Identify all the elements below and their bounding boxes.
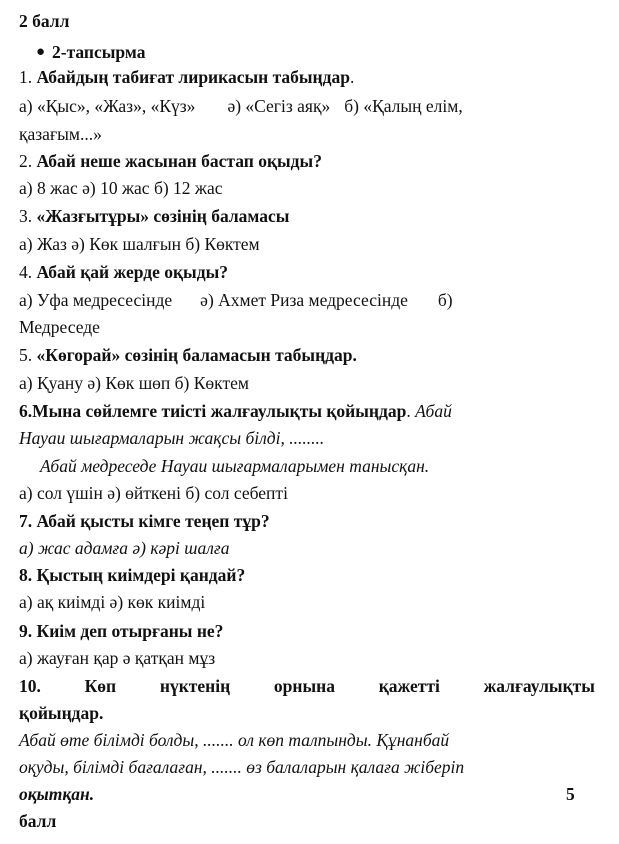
question-4-options: а) Уфа медресесінде ә) Ахмет Риза медресесінде б) <box>19 290 453 310</box>
question-4-options-cont: Медреседе <box>19 317 100 337</box>
question-7-options: а) жас адамға ә) кәрі шалға <box>19 538 230 558</box>
question-10-text-2: оқуды, білімді бағалаған, ....... өз балаларын қалаға жіберіп <box>19 757 465 777</box>
task-title: 2-тапсырма <box>52 42 146 62</box>
question-9-options: а) жауған қар ә қатқан мұз <box>19 648 216 668</box>
question-2-options: а) 8 жас ә) 10 жас б) 12 жас <box>19 178 223 198</box>
question-1-options-cont: қазағым...» <box>19 124 102 144</box>
question-10-cont: қойыңдар. <box>19 703 104 723</box>
question-5-options: а) Қуану ә) Көк шөп б) Көктем <box>19 373 249 393</box>
question-8-options: а) ақ киімді ә) көк киімді <box>19 592 206 612</box>
question-10-text-1: Абай өте білімді болды, ....... ол көп талпынды. Құнанбай <box>19 730 450 750</box>
question-9: 9. Киім деп отырғаны не? <box>19 621 224 641</box>
question-6-sentence-2: Абай медреседе Науаи шығармаларымен танысқан. <box>40 456 430 476</box>
question-3: 3. «Жазғытұры» сөзінің баламасы <box>19 206 290 226</box>
question-1: 1. Абайдың табиғат лирикасын табыңдар. <box>19 67 355 87</box>
question-5: 5. «Көгорай» сөзінің баламасын табыңдар. <box>19 345 357 365</box>
bullet-icon: ● <box>36 44 46 60</box>
question-6-sentence-1: Науаи шығармаларын жақсы білді, ........ <box>19 428 325 448</box>
question-3-options: а) Жаз ә) Көк шалғын б) Көктем <box>19 234 260 254</box>
question-8: 8. Қыстың киімдері қандай? <box>19 565 246 585</box>
question-10: 10. Көп нүктенің орнына қажетті жалғаулықты <box>19 676 595 696</box>
question-10-text-3: оқытқан. <box>19 784 95 804</box>
points-number: 5 <box>566 784 575 804</box>
question-6-options: а) сол үшін ә) өйткені б) сол себепті <box>19 483 288 503</box>
question-2: 2. Абай неше жасынан бастап оқыды? <box>19 151 322 171</box>
question-1-options: а) «Қыс», «Жаз», «Күз» ә) «Сегіз аяқ» б) «Қалың елім, <box>19 96 463 116</box>
question-4: 4. Абай қай жерде оқыды? <box>19 262 228 282</box>
question-6: 6.Мына сөйлемге тиісті жалғаулықты қойыңдар. Абай <box>19 401 452 421</box>
question-7: 7. Абай қысты кімге теңеп тұр? <box>19 511 270 531</box>
points-footer: балл <box>19 811 57 831</box>
points-header: 2 балл <box>19 11 70 31</box>
